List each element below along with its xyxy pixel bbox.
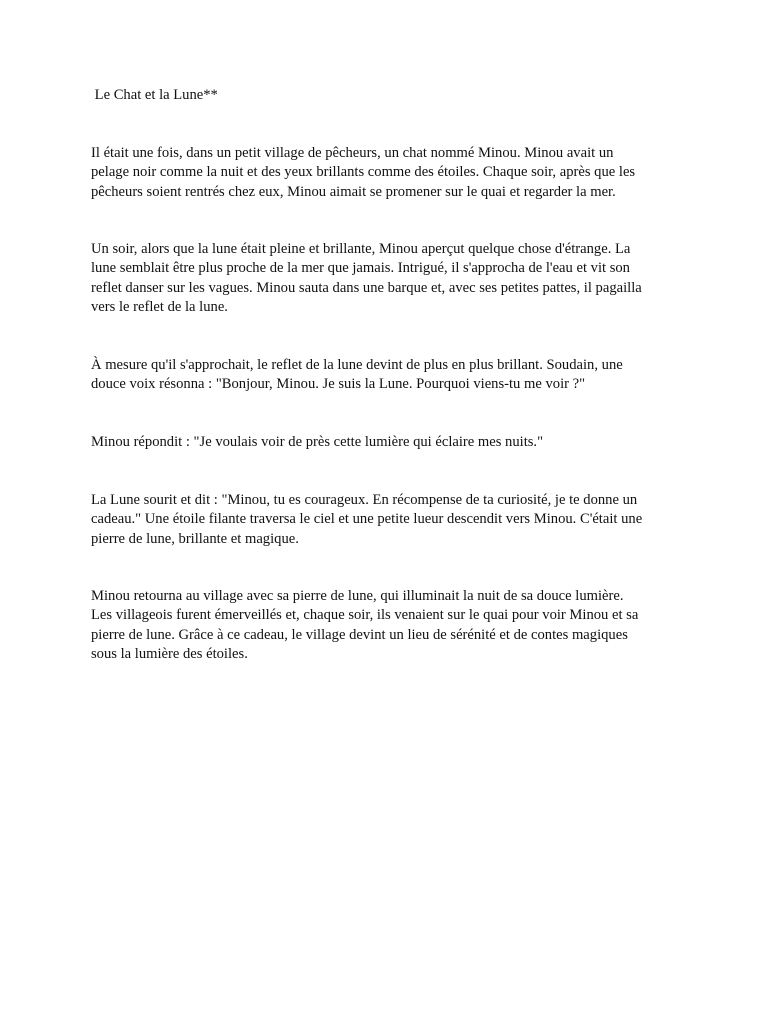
paragraph-line: pêcheurs soient rentrés chez eux, Minou aimait se promener sur le quai et regarder la mer. xyxy=(91,183,616,200)
document-title: Le Chat et la Lune** xyxy=(91,87,218,103)
paragraph-line: Minou retourna au village avec sa pierre de lune, qui illuminait la nuit de sa douce lumière. xyxy=(91,588,624,604)
paragraph-6 xyxy=(91,587,681,665)
paragraph-line: reflet danser sur les vagues. Minou sauta dans une barque et, avec ses petites pattes, il pagailla xyxy=(91,279,642,296)
paragraph-3 xyxy=(91,356,681,395)
paragraph-line: douce voix résonna : "Bonjour, Minou. Je suis la Lune. Pourquoi viens-tu me voir ?" xyxy=(91,376,586,393)
paragraph-line: lune semblait être plus proche de la mer que jamais. Intrigué, il s'approcha de l'eau et vit son xyxy=(91,260,630,277)
paragraph-line: Minou répondit : "Je voulais voir de près cette lumière qui éclaire mes nuits." xyxy=(91,434,544,450)
paragraph-5 xyxy=(91,491,681,549)
paragraph-line: vers le reflet de la lune. xyxy=(91,299,228,316)
paragraph-line: Un soir, alors que la lune était pleine et brillante, Minou aperçut quelque chose d'étrange. La xyxy=(91,241,631,257)
paragraph-line: sous la lumière des étoiles. xyxy=(91,646,248,663)
paragraph-line: À mesure qu'il s'approchait, le reflet de la lune devint de plus en plus brillant. Soudain, une xyxy=(91,357,623,373)
paragraph-line: pierre de lune, brillante et magique. xyxy=(91,530,299,547)
paragraph-2 xyxy=(91,240,681,318)
paragraph-line: cadeau." Une étoile filante traversa le ciel et une petite lueur descendit vers Minou. C'était une xyxy=(91,511,643,528)
paragraph-line: Il était une fois, dans un petit village de pêcheurs, un chat nommé Minou. Minou avait un xyxy=(91,145,614,161)
paragraph-1 xyxy=(91,144,681,202)
paragraph-line: La Lune sourit et dit : "Minou, tu es courageux. En récompense de ta curiosité, je te donne un xyxy=(91,492,638,508)
paragraph-line: Les villageois furent émerveillés et, chaque soir, ils venaient sur le quai pour voir Minou et sa xyxy=(91,607,639,624)
paragraph-line: pierre de lune. Grâce à ce cadeau, le village devint un lieu de sérénité et de contes magiques xyxy=(91,626,628,643)
paragraph-line: pelage noir comme la nuit et des yeux brillants comme des étoiles. Chaque soir, après que les xyxy=(91,164,636,181)
paragraph-4 xyxy=(91,433,681,452)
